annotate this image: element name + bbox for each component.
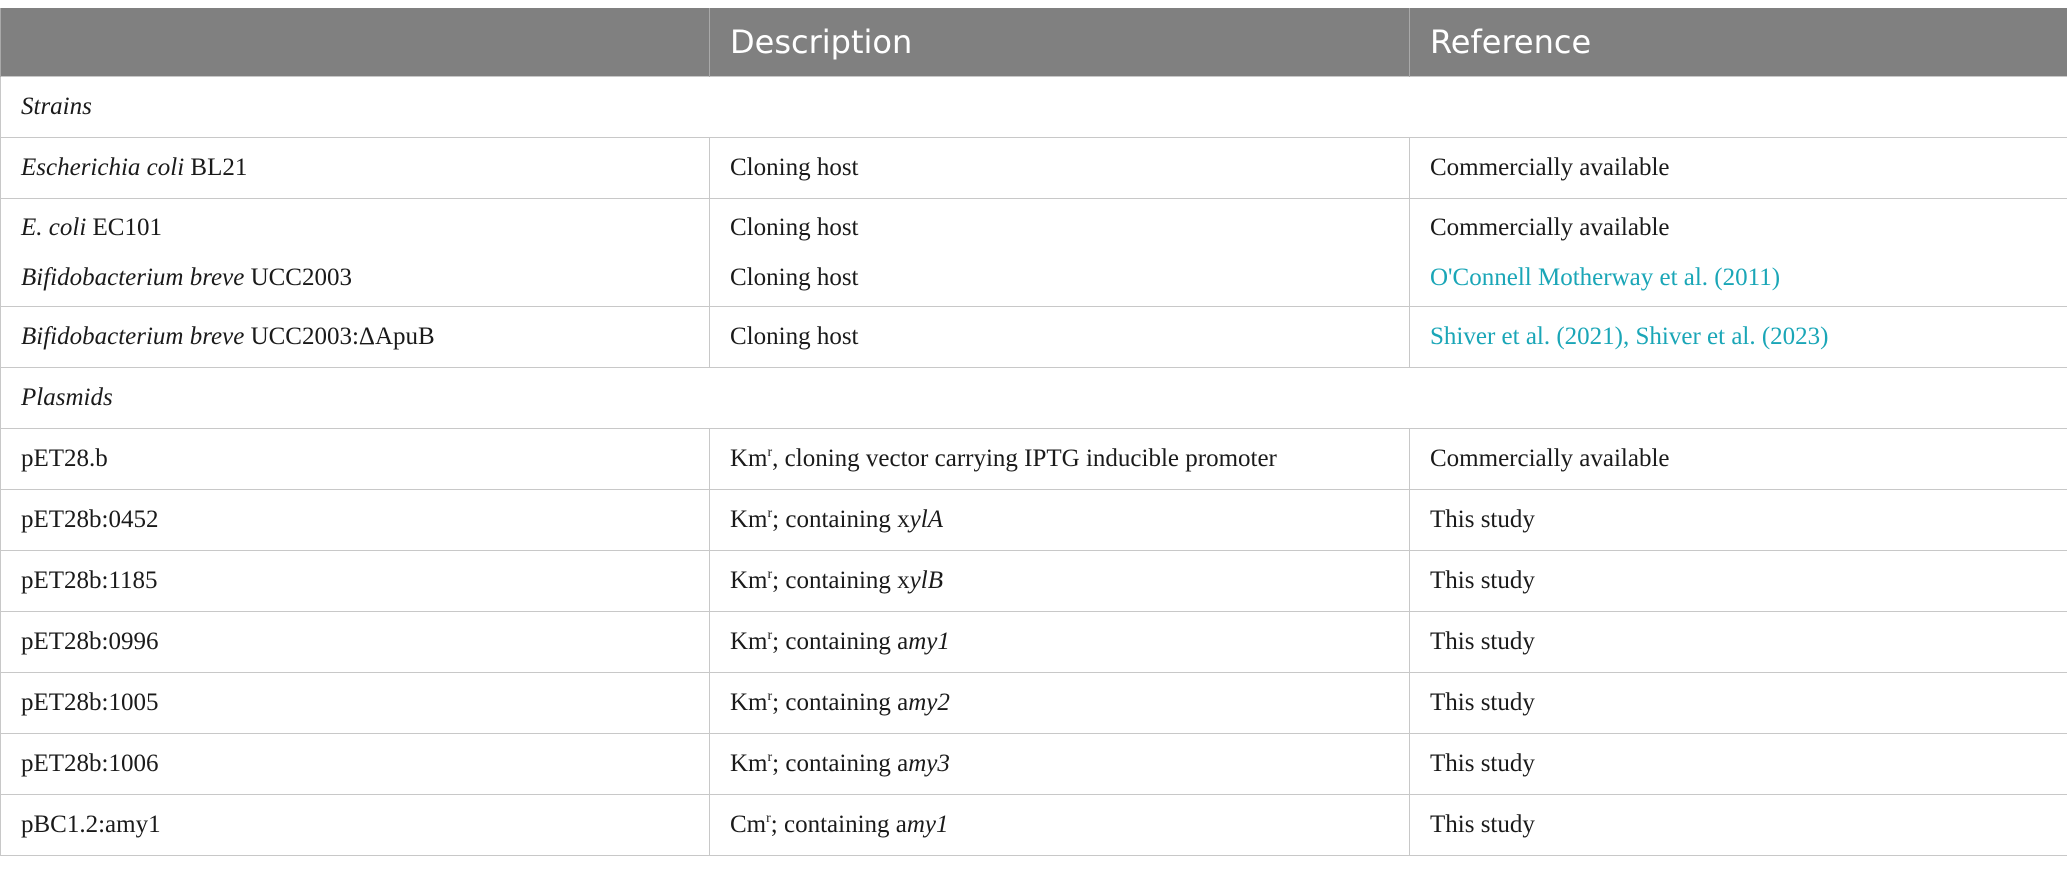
- section-label: Plasmids: [1, 368, 2067, 429]
- description-text: , cloning vector carrying IPTG inducible promoter: [772, 445, 1277, 472]
- header-reference: Reference: [1410, 8, 2067, 77]
- resistance-marker: Km: [730, 628, 768, 655]
- description-text: ; containing a: [772, 689, 909, 716]
- description-text: ; containing a: [772, 628, 909, 655]
- strain-name-italic: E. coli: [21, 213, 87, 241]
- plasmid-description: [710, 429, 1410, 490]
- plasmid-name: pET28b:0996: [1, 612, 710, 673]
- plasmid-reference: This study: [1410, 795, 2067, 856]
- resistance-superscript: r: [767, 750, 773, 765]
- plasmid-reference: Commercially available: [1410, 429, 2067, 490]
- table-row: [1, 307, 2067, 368]
- gene-name: my2: [908, 689, 950, 716]
- strain-description-line: Cloning host: [730, 263, 859, 291]
- gene-name: ylA: [909, 506, 943, 533]
- strain-name-rest: UCC2003:ΔApuB: [244, 323, 435, 350]
- header-name: [1, 8, 710, 77]
- plasmid-name: pET28b:1005: [1, 673, 710, 734]
- strain-reference-line: Commercially available: [1430, 213, 1670, 241]
- strain-name-italic: Bifidobacterium breve: [21, 263, 245, 291]
- description-text: ; containing a: [772, 750, 909, 777]
- section-label: Strains: [1, 77, 2067, 138]
- table-row: [1, 551, 2067, 612]
- section-row-strains: [1, 77, 2067, 138]
- table-row: [1, 734, 2067, 795]
- resistance-superscript: r: [766, 811, 771, 826]
- resistance-marker: Km: [730, 567, 768, 594]
- resistance-superscript: r: [767, 689, 773, 704]
- table-row: [1, 795, 2067, 856]
- gene-name: my1: [908, 628, 950, 655]
- resistance-superscript: r: [767, 506, 773, 521]
- gene-name: my3: [908, 750, 950, 777]
- description-text: ; containing a: [770, 811, 907, 838]
- header-description: Description: [710, 8, 1410, 77]
- header-row: [1, 8, 2067, 77]
- plasmid-name: pBC1.2:amy1: [1, 795, 710, 856]
- resistance-superscript: r: [767, 567, 773, 582]
- strain-reference: [1410, 307, 2067, 368]
- plasmid-reference: This study: [1410, 551, 2067, 612]
- resistance-marker: Km: [730, 445, 768, 472]
- strain-reference: [1410, 199, 2067, 307]
- strain-name-italic: Bifidobacterium breve: [21, 323, 245, 350]
- reference-link[interactable]: O'Connell Motherway et al. (2011): [1430, 263, 1781, 291]
- strain-name-rest: BL21: [184, 154, 248, 181]
- section-row-plasmids: [1, 368, 2067, 429]
- resistance-marker: Km: [730, 689, 768, 716]
- strain-name: [1, 138, 710, 199]
- plasmid-name: pET28b:1185: [1, 551, 710, 612]
- strain-name-italic: Escherichia coli: [21, 154, 185, 181]
- resistance-marker: Cm: [730, 811, 767, 838]
- resistance-superscript: r: [767, 445, 773, 460]
- table-row: [1, 673, 2067, 734]
- gene-name: ylB: [909, 567, 943, 594]
- plasmid-reference: This study: [1410, 734, 2067, 795]
- table-row: [1, 612, 2067, 673]
- table-header: [1, 8, 2067, 77]
- resistance-superscript: r: [767, 628, 773, 643]
- strain-description: Cloning host: [710, 138, 1410, 199]
- plasmid-description: [710, 673, 1410, 734]
- description-text: ; containing x: [772, 506, 910, 533]
- table-body: [1, 77, 2067, 856]
- strain-name: [1, 307, 710, 368]
- plasmid-description: [710, 795, 1410, 856]
- strain-name: [1, 199, 710, 307]
- strains-plasmids-table: [0, 8, 2067, 856]
- plasmid-name: pET28.b: [1, 429, 710, 490]
- plasmid-description: [710, 551, 1410, 612]
- plasmid-reference: This study: [1410, 490, 2067, 551]
- reference-link[interactable]: Shiver et al. (2021), Shiver et al. (2023): [1430, 323, 1829, 350]
- plasmid-reference: This study: [1410, 673, 2067, 734]
- plasmid-description: [710, 490, 1410, 551]
- plasmid-name: pET28b:1006: [1, 734, 710, 795]
- strain-description-line: Cloning host: [730, 213, 859, 241]
- strain-name-rest: EC101: [86, 213, 162, 241]
- gene-name: my1: [906, 811, 949, 838]
- plasmid-description: [710, 612, 1410, 673]
- plasmid-description: [710, 734, 1410, 795]
- table-row: [1, 199, 2067, 307]
- strains-plasmids-table-wrap: [0, 8, 2067, 856]
- table-row: [1, 138, 2067, 199]
- plasmid-reference: This study: [1410, 612, 2067, 673]
- table-row: [1, 429, 2067, 490]
- plasmid-name: pET28b:0452: [1, 490, 710, 551]
- table-row: [1, 490, 2067, 551]
- description-text: ; containing x: [772, 567, 910, 594]
- resistance-marker: Km: [730, 506, 768, 533]
- strain-reference: Commercially available: [1410, 138, 2067, 199]
- strain-description: Cloning host: [710, 307, 1410, 368]
- strain-description: [710, 199, 1410, 307]
- strain-name-rest: UCC2003: [244, 263, 352, 291]
- resistance-marker: Km: [730, 750, 768, 777]
